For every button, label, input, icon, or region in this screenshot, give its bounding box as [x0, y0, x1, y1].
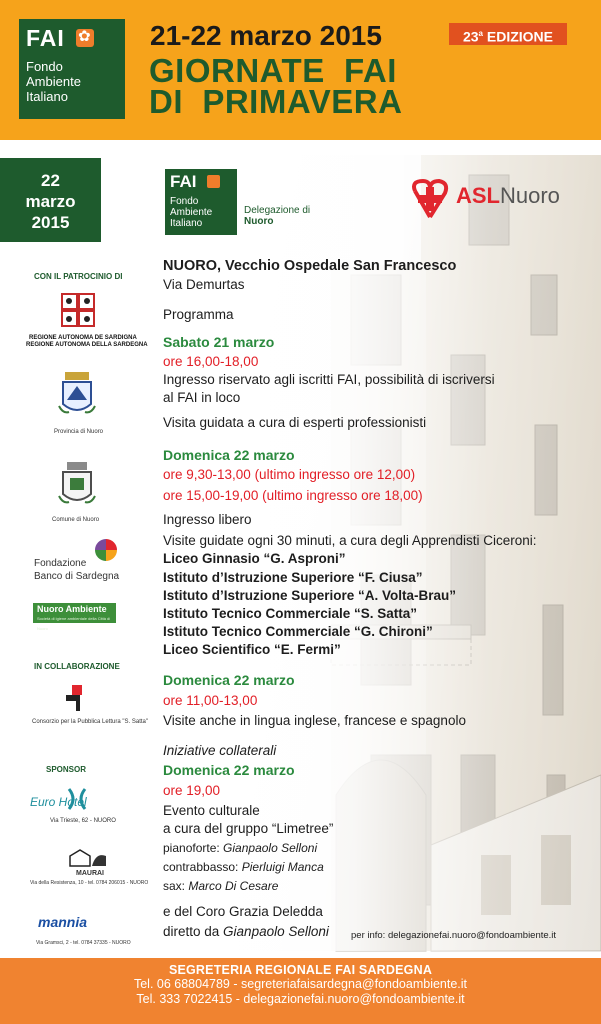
performer-piano	[163, 840, 317, 857]
fondazione-banco-name	[34, 557, 119, 583]
fai-small-sub-line: Fondo	[170, 196, 199, 207]
fai-flower-small-icon	[207, 175, 220, 188]
fai-logo-sub-line: Fondo	[26, 59, 63, 74]
date-badge-day: 22	[41, 171, 60, 190]
school-item: Istituto Tecnico Commerciale “S. Satta”	[163, 606, 418, 621]
day4-time: ore 19,00	[163, 783, 221, 798]
school-item: Liceo Ginnasio “G. Asproni”	[163, 551, 346, 566]
fai-logo-small-word: FAI	[170, 172, 197, 191]
fai-small-sub-line: Italiano	[170, 218, 203, 229]
school-item: Istituto Tecnico Commerciale “G. Chironi”	[163, 624, 433, 639]
performer-role: contrabbasso:	[163, 860, 242, 874]
delegazione-city: Nuoro	[244, 216, 274, 227]
programma-heading: Programma	[163, 307, 234, 322]
patrocinio-label: CON IL PATROCINIO DI	[34, 272, 123, 281]
day1-title: Sabato 21 marzo	[163, 334, 275, 350]
nuoro-ambiente-logo	[33, 603, 116, 631]
day2-title: Domenica 22 marzo	[163, 447, 295, 463]
eurohotel-text: Euro Hotel	[30, 795, 87, 809]
day1-line: Visita guidata a cura di esperti professionisti	[163, 415, 427, 430]
event-title	[149, 52, 403, 120]
day1-line: Ingresso riservato agli iscritti FAI, possibilità di iscriversi	[163, 372, 495, 387]
fai-logo-sub-line: Italiano	[26, 89, 68, 104]
date-badge-year: 2015	[31, 213, 70, 232]
maurai-name: MAURAI	[76, 870, 104, 877]
mannia-logo: mannia	[38, 914, 88, 930]
eurohotel-address: Via Trieste, 62 - NUORO	[50, 818, 116, 824]
event-title-line: GIORNATE FAI	[149, 52, 397, 89]
performer-contrabbasso	[163, 859, 324, 876]
fai-logo-small-subtitle	[170, 196, 212, 229]
fai-small-sub-line: Ambiente	[170, 207, 213, 218]
event-location: NUORO, Vecchio Ospedale San Francesco	[163, 258, 457, 274]
main-panel	[151, 155, 601, 951]
fai-flower-icon	[76, 29, 94, 47]
collaterali-heading: Iniziative collaterali	[163, 743, 277, 758]
date-badge	[0, 158, 101, 242]
event-address: Via Demurtas	[163, 277, 245, 292]
day4-line: Evento culturale	[163, 803, 260, 818]
event-title-line: DI PRIMAVERA	[149, 83, 403, 120]
director-name: Gianpaolo Selloni	[223, 924, 329, 939]
asl-nuoro-text	[456, 183, 560, 209]
comune-nuoro-emblem-icon	[57, 460, 97, 510]
day2-time: ore 15,00-19,00 (ultimo ingresso ore 18,00)	[163, 488, 423, 503]
nuoro-ambiente-name: Nuoro Ambiente	[37, 604, 107, 614]
delegazione-text: Delegazione di	[244, 205, 311, 216]
footer-contact[interactable]: Tel. 333 7022415 - delegazionefai.nuoro@fondoambiente.it	[136, 992, 465, 1006]
day3-time: ore 11,00-13,00	[163, 693, 258, 708]
regione-sardegna-emblem-icon	[58, 290, 98, 330]
performer-name: Marco Di Cesare	[188, 879, 279, 893]
consorzio-label: Consorzio per la Pubblica Lettura "S. Satta"	[32, 719, 148, 725]
fondazione-line: Fondazione	[34, 558, 87, 569]
header-banner	[0, 0, 601, 140]
edition-number: 23	[462, 28, 479, 45]
footer-banner	[0, 958, 601, 1024]
day2-line: Visite guidate ogni 30 minuti, a cura degli Apprendisti Ciceroni:	[163, 533, 537, 548]
school-item: Istituto d’Istruzione Superiore “F. Ciusa”	[163, 570, 423, 585]
asl-nuoro-logo-icon	[407, 177, 453, 223]
day4-line: a cura del gruppo “Limetree”	[163, 821, 334, 836]
school-item: Liceo Scientifico “E. Fermi”	[163, 642, 341, 657]
provincia-nuoro-emblem-icon	[57, 370, 97, 420]
performer-name: Gianpaolo Selloni	[223, 841, 318, 855]
date-badge-month: marzo	[25, 192, 76, 211]
fai-logo-subtitle	[26, 59, 81, 104]
performer-sax	[163, 878, 278, 895]
day1-time: ore 16,00-18,00	[163, 354, 259, 369]
event-date: 21-22 marzo 2015	[150, 20, 382, 51]
day3-line: Visite anche in lingua inglese, francese e spagnolo	[163, 713, 466, 728]
director-label: diretto da	[163, 924, 224, 939]
performer-name: Pierluigi Manca	[241, 860, 324, 874]
performer-role: pianoforte:	[163, 841, 224, 855]
day4-title: Domenica 22 marzo	[163, 762, 295, 778]
maurai-address: Via della Resistenza, 10 - tel. 0784 206015 - NUORO	[30, 880, 149, 886]
edition-badge	[449, 23, 567, 45]
fai-logo-word: FAI	[26, 25, 65, 51]
school-item: Istituto d’Istruzione Superiore “A. Volta-Brau”	[163, 588, 457, 603]
provincia-label: Provincia di Nuoro	[54, 429, 104, 435]
footer-title: SEGRETERIA REGIONALE FAI SARDEGNA	[168, 963, 433, 977]
day1-line: al FAI in loco	[163, 390, 241, 405]
regione-line1: REGIONE AUTONOMA DE SARDIGNA	[29, 335, 137, 341]
nuoro-ambiente-sub: Società di igiene ambientale della Città di Nuoro	[37, 616, 111, 631]
maurai-logo-icon	[66, 846, 110, 870]
coro-director	[163, 923, 329, 940]
regione-line2: REGIONE AUTONOMA DELLA SARDEGNA	[26, 342, 148, 348]
eurohotel-name	[30, 795, 87, 809]
fai-logo	[19, 19, 125, 119]
edition-superscript: a	[478, 29, 483, 38]
asl-prefix: ASL	[456, 183, 500, 208]
comune-label: Comune di Nuoro	[52, 517, 100, 523]
info-email[interactable]: per info: delegazionefai.nuoro@fondoambiente.it	[351, 930, 557, 941]
performer-role: sax:	[163, 879, 189, 893]
fai-logo-small	[165, 169, 237, 235]
mannia-address: Via Gramsci, 2 - tel. 0784 37335 - NUORO	[36, 940, 131, 946]
asl-city: Nuoro	[500, 183, 560, 208]
day2-line: Ingresso libero	[163, 512, 252, 527]
day3-title: Domenica 22 marzo	[163, 672, 295, 688]
day2-time: ore 9,30-13,00 (ultimo ingresso ore 12,00)	[163, 467, 416, 482]
sponsor-label: SPONSOR	[46, 765, 87, 774]
edition-label: EDIZIONE	[486, 28, 554, 45]
collaborazione-label: IN COLLABORAZIONE	[34, 662, 120, 671]
fondazione-line: Banco di Sardegna	[34, 571, 120, 582]
delegazione-label	[244, 205, 310, 227]
consorzio-logo-icon	[62, 683, 92, 713]
footer-contact[interactable]: Tel. 06 68804789 - segreteriafaisardegna@fondoambiente.it	[133, 977, 468, 991]
coro-line: e del Coro Grazia Deledda	[163, 904, 323, 919]
fai-logo-sub-line: Ambiente	[26, 74, 81, 89]
